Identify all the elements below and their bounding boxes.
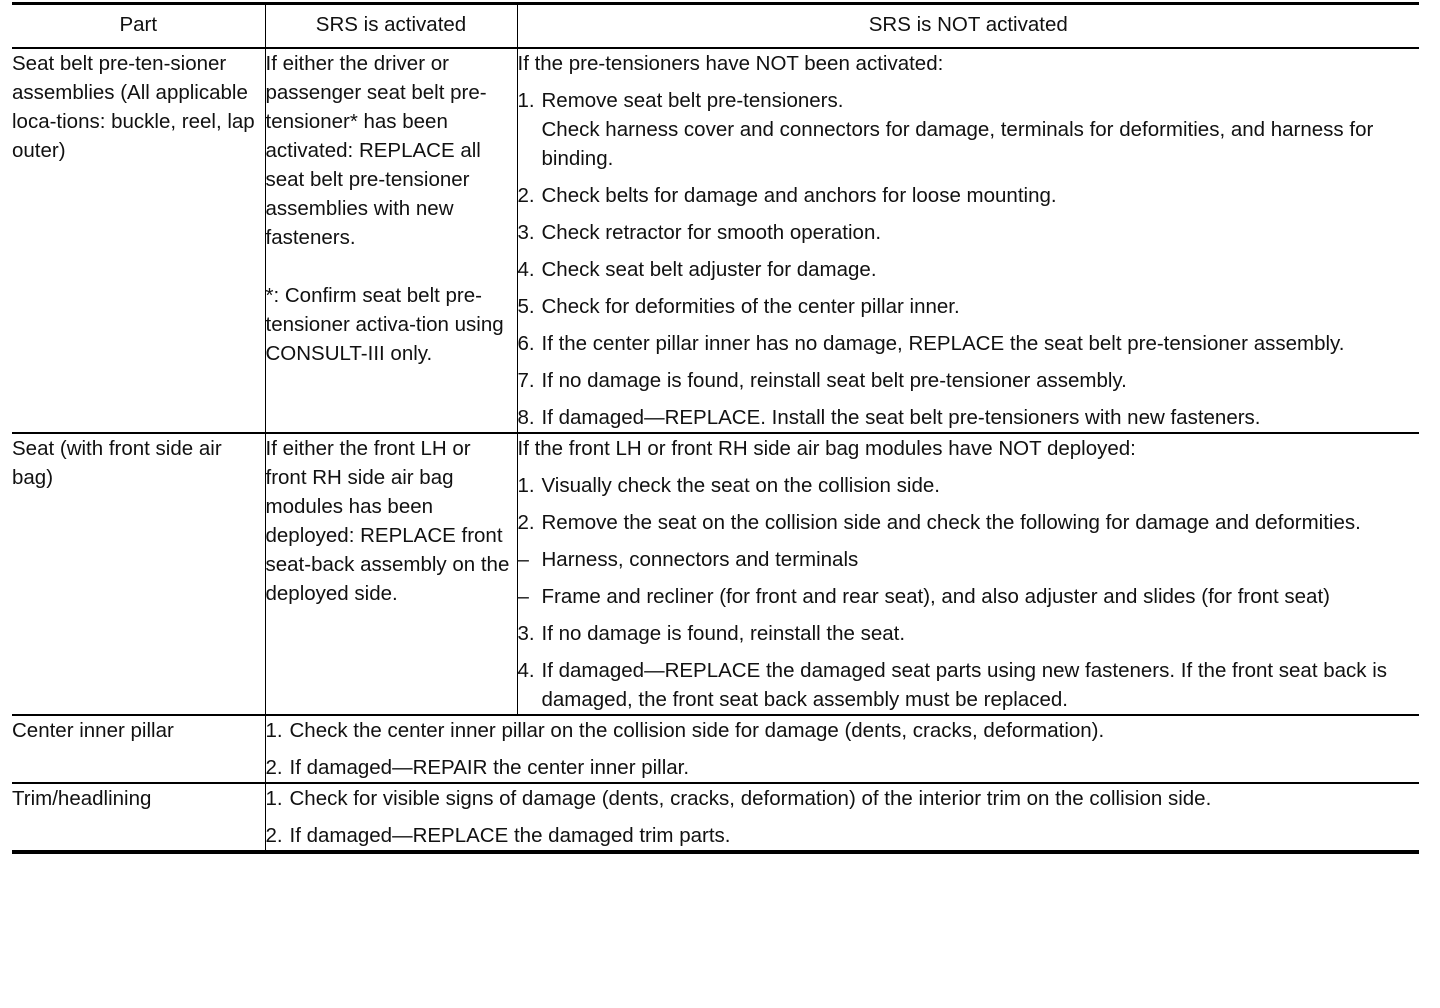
step-number: 2.: [265, 824, 283, 847]
list-item: [266, 716, 1420, 745]
list-item: [518, 545, 1420, 574]
list-item: [266, 784, 1420, 813]
cell-part-pretensioner: Seat belt pre-ten-sioner assemblies (All applicable loca-tions: buckle, reel, lap outer): [12, 48, 265, 433]
step-number: 4.: [517, 258, 535, 281]
list-item: [266, 821, 1420, 850]
list-item: [518, 582, 1420, 611]
cell-not-activated-pretensioner: [517, 48, 1419, 433]
cell-activated-seat: If either the front LH or front RH side air bag modules has been deployed: REPLACE front seat-back assembly on the deployed side.: [265, 433, 517, 715]
step-text: Check for visible signs of damage (dents, cracks, deformation) of the interior trim on the collision side.: [289, 787, 1212, 810]
list-item: [518, 181, 1420, 210]
step-list: [266, 716, 1420, 782]
cell-not-activated-seat: [517, 433, 1419, 715]
list-item: [518, 366, 1420, 395]
step-main: Remove seat belt pre-tensioners.: [541, 89, 844, 112]
header-part: Part: [12, 4, 265, 49]
cell-part-seat: Seat (with front side air bag): [12, 433, 265, 715]
table-row-seat: [12, 433, 1419, 715]
cell-part-trim: Trim/headlining: [12, 783, 265, 852]
step-number: 6.: [517, 332, 535, 355]
list-item: [518, 292, 1420, 321]
table-row-pretensioner: [12, 48, 1419, 433]
table-header: [12, 4, 1419, 49]
step-text: If damaged—REPAIR the center inner pillar.: [289, 756, 690, 779]
step-number: 5.: [517, 295, 535, 318]
step-number: 4.: [517, 659, 535, 682]
activated-text: If either the driver or passenger seat belt pre-tensioner* has been activated: REPLACE all seat belt pre-tensioner assemblies with new fasteners.: [265, 52, 487, 249]
dash-bullet: –: [517, 585, 529, 608]
step-text: If damaged—REPLACE. Install the seat belt pre-tensioners with new fasteners.: [541, 406, 1261, 429]
step-number: 1.: [517, 474, 535, 497]
step-text: If no damage is found, reinstall seat belt pre-tensioner assembly.: [541, 369, 1127, 392]
step-text: If no damage is found, reinstall the seat.: [541, 622, 906, 645]
step-text: Check belts for damage and anchors for loose mounting.: [541, 184, 1057, 207]
step-text: Check retractor for smooth operation.: [541, 221, 882, 244]
step-number: 1.: [265, 787, 283, 810]
list-item: [518, 86, 1420, 173]
table-row-trim: [12, 783, 1419, 852]
header-srs-activated: SRS is activated: [265, 4, 517, 49]
step-text: If damaged—REPLACE the damaged seat parts using new fasteners. If the front seat back is damaged, the front seat back assembly must be replaced.: [541, 659, 1388, 711]
list-item: [518, 255, 1420, 284]
list-item: [518, 619, 1420, 648]
step-number: 2.: [517, 184, 535, 207]
step-list: [266, 784, 1420, 850]
header-srs-not-activated: SRS is NOT activated: [517, 4, 1419, 49]
step-number: 3.: [517, 221, 535, 244]
step-number: 1.: [265, 719, 283, 742]
list-item: [518, 403, 1420, 432]
list-item: [518, 329, 1420, 358]
step-text: Remove the seat on the collision side and check the following for damage and deformities.: [541, 511, 1361, 534]
step-text: If damaged—REPLACE the damaged trim parts.: [289, 824, 731, 847]
step-list: [518, 86, 1420, 432]
table-row-pillar: [12, 715, 1419, 783]
step-number: 2.: [265, 756, 283, 779]
not-activated-intro: If the pre-tensioners have NOT been activated:: [517, 52, 944, 75]
cell-part-pillar: Center inner pillar: [12, 715, 265, 783]
step-number: 8.: [517, 406, 535, 429]
step-list: [518, 471, 1420, 714]
not-activated-intro: If the front LH or front RH side air bag modules have NOT deployed:: [517, 437, 1136, 460]
list-item: [518, 471, 1420, 500]
step-text: Check seat belt adjuster for damage.: [541, 258, 877, 281]
dash-bullet: –: [517, 548, 529, 571]
list-item: [518, 656, 1420, 714]
activated-note: *: Confirm seat belt pre-tensioner activa-tion using CONSULT-III only.: [265, 284, 504, 365]
cell-activated-pretensioner: [265, 48, 517, 433]
step-number: 3.: [517, 622, 535, 645]
cell-pillar-instructions: [265, 715, 1419, 783]
header-row: [12, 4, 1419, 49]
step-text: [542, 86, 1420, 173]
cell-trim-instructions: [265, 783, 1419, 852]
step-number: 7.: [517, 369, 535, 392]
step-number: 1.: [517, 89, 535, 112]
step-sub: Check harness cover and connectors for damage, terminals for deformities, and harness for binding.: [541, 118, 1374, 170]
page: [12, 2, 1419, 854]
step-text: Check the center inner pillar on the collision side for damage (dents, cracks, deformation).: [289, 719, 1105, 742]
step-text: Visually check the seat on the collision side.: [541, 474, 940, 497]
srs-inspection-table: [12, 2, 1419, 854]
step-text: Frame and recliner (for front and rear seat), and also adjuster and slides (for front seat): [541, 585, 1330, 608]
list-item: [266, 753, 1420, 782]
step-number: 2.: [517, 511, 535, 534]
list-item: [518, 508, 1420, 537]
list-item: [518, 218, 1420, 247]
step-text: Harness, connectors and terminals: [541, 548, 859, 571]
step-text: If the center pillar inner has no damage, REPLACE the seat belt pre-tensioner assembly.: [541, 332, 1345, 355]
step-text: Check for deformities of the center pillar inner.: [541, 295, 960, 318]
